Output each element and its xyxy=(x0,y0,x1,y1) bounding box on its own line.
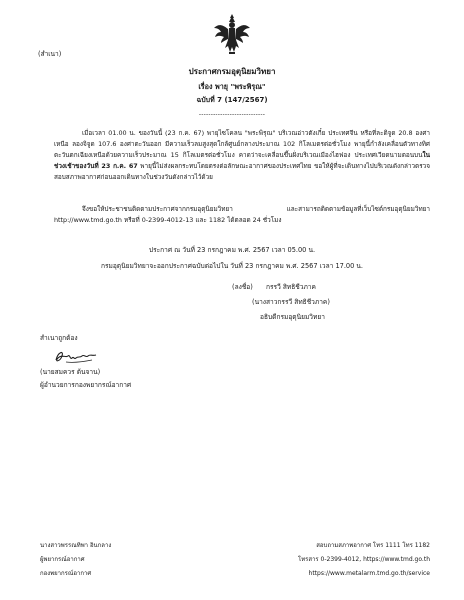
issue-number: ฉบับที่ 7 (147/2567) xyxy=(196,96,268,104)
paragraph-main xyxy=(54,128,430,183)
paragraph-main-highlight: ในช่วงเช้าของวันที่ 23 ก.ค. 67 xyxy=(54,151,430,170)
certify-label: สำเนาถูกต้อง xyxy=(40,334,78,342)
footer-service-link[interactable]: https://www.metalarm.tmd.go.th/service xyxy=(308,570,430,577)
signer-position: อธิบดีกรมอุตุนิยมวิทยา xyxy=(260,313,325,321)
document-subject: เรื่อง พายุ "พระพิรุณ" xyxy=(198,82,266,91)
paragraph-contact: จึงขอให้ประชาชนติดตามประกาศจากกรมอุตุนิยมวิทยา และสามารถติดตามข้อมูลที่เว็บไซต์กรมอุตุนิยมวิทยา http://www.tmd.go.th หรือที่ 0-2399-4012-13 และ 1182 ได้ตลอด 24 ชั่วโมง xyxy=(54,205,430,224)
header-divider: ---------------------------- xyxy=(198,111,266,118)
footer-forecaster-title: ผู้พยากรณ์อากาศ xyxy=(40,556,85,563)
announced-at: ประกาศ ณ วันที่ 23 กรกฎาคม พ.ศ. 2567 เวลา 05.00 น. xyxy=(148,246,316,254)
certify-name: (นายสมควร ต้นจาน) xyxy=(40,368,101,376)
signed-name: กรรวี สิทธิชีวภาค xyxy=(266,283,316,291)
footer-forecaster-name: นางสาวพรรณทิพา อินกลาง xyxy=(40,542,112,549)
signed-label: (ลงชื่อ) xyxy=(232,283,253,291)
next-issue-note: กรมอุตุนิยมวิทยาจะออกประกาศฉบับต่อไปใน วันที่ 23 กรกฎาคม พ.ศ. 2567 เวลา 17.00 น. xyxy=(100,262,364,270)
copy-mark: (สำเนา) xyxy=(38,50,62,58)
certify-signature-image xyxy=(52,346,100,366)
paragraph-main-end: พายุนี้ไม่ส่งผลกระทบโดยตรงต่อลักษณะอากาศของประเทศไทย ขอให้ผู้ที่จะเดินทางไปบริเวณดังกล่าวตรวจสอบสภาพอากาศก่อนออกเดินทางในช่วงวันดังกล่าวไว้ด้วย xyxy=(54,162,430,181)
footer-hotline: สอบถามสภาพอากาศ โทร 1111 โทร 1182 xyxy=(316,542,430,549)
certify-position: ผู้อำนวยการกองพยากรณ์อากาศ xyxy=(40,381,132,389)
document-title: ประกาศกรมอุตุนิยมวิทยา xyxy=(188,67,276,76)
signer-full-name: (นางสาวกรรวี สิทธิชีวภาค) xyxy=(252,298,330,306)
garuda-emblem-icon xyxy=(212,12,252,56)
footer-division: กองพยากรณ์อากาศ xyxy=(40,570,92,577)
paragraph-main-start: เมื่อเวลา 01.00 น. ของวันนี้ (23 ก.ค. 67) พายุไซโคลน "พระพิรุณ" บริเวณอ่าวตังเกี๋ย ประเทศจีน หรือที่ละติจูด 20.8 องศาเหนือ ลองจิจูด 107.6 องศาตะวันออก มีความเร็วลมสูงสุดใกล้ศูนย์กลางประมาณ 102 กิโลเมตรต่อชั่วโมง พายุนี้กำลังเคลื่อนตัวทางทิศตะวันตกเฉียงเหนือด้วยความเร็วประมาณ 15 กิโลเมตรต่อชั่วโมง คาดว่าจะเคลื่อนขึ้นฝั่งบริเวณเมืองไฮฟอง ประเทศเวียดนามตอนบน xyxy=(54,129,430,159)
footer-fax-website: โทรสาร 0-2399-4012, https://www.tmd.go.th xyxy=(298,556,430,563)
